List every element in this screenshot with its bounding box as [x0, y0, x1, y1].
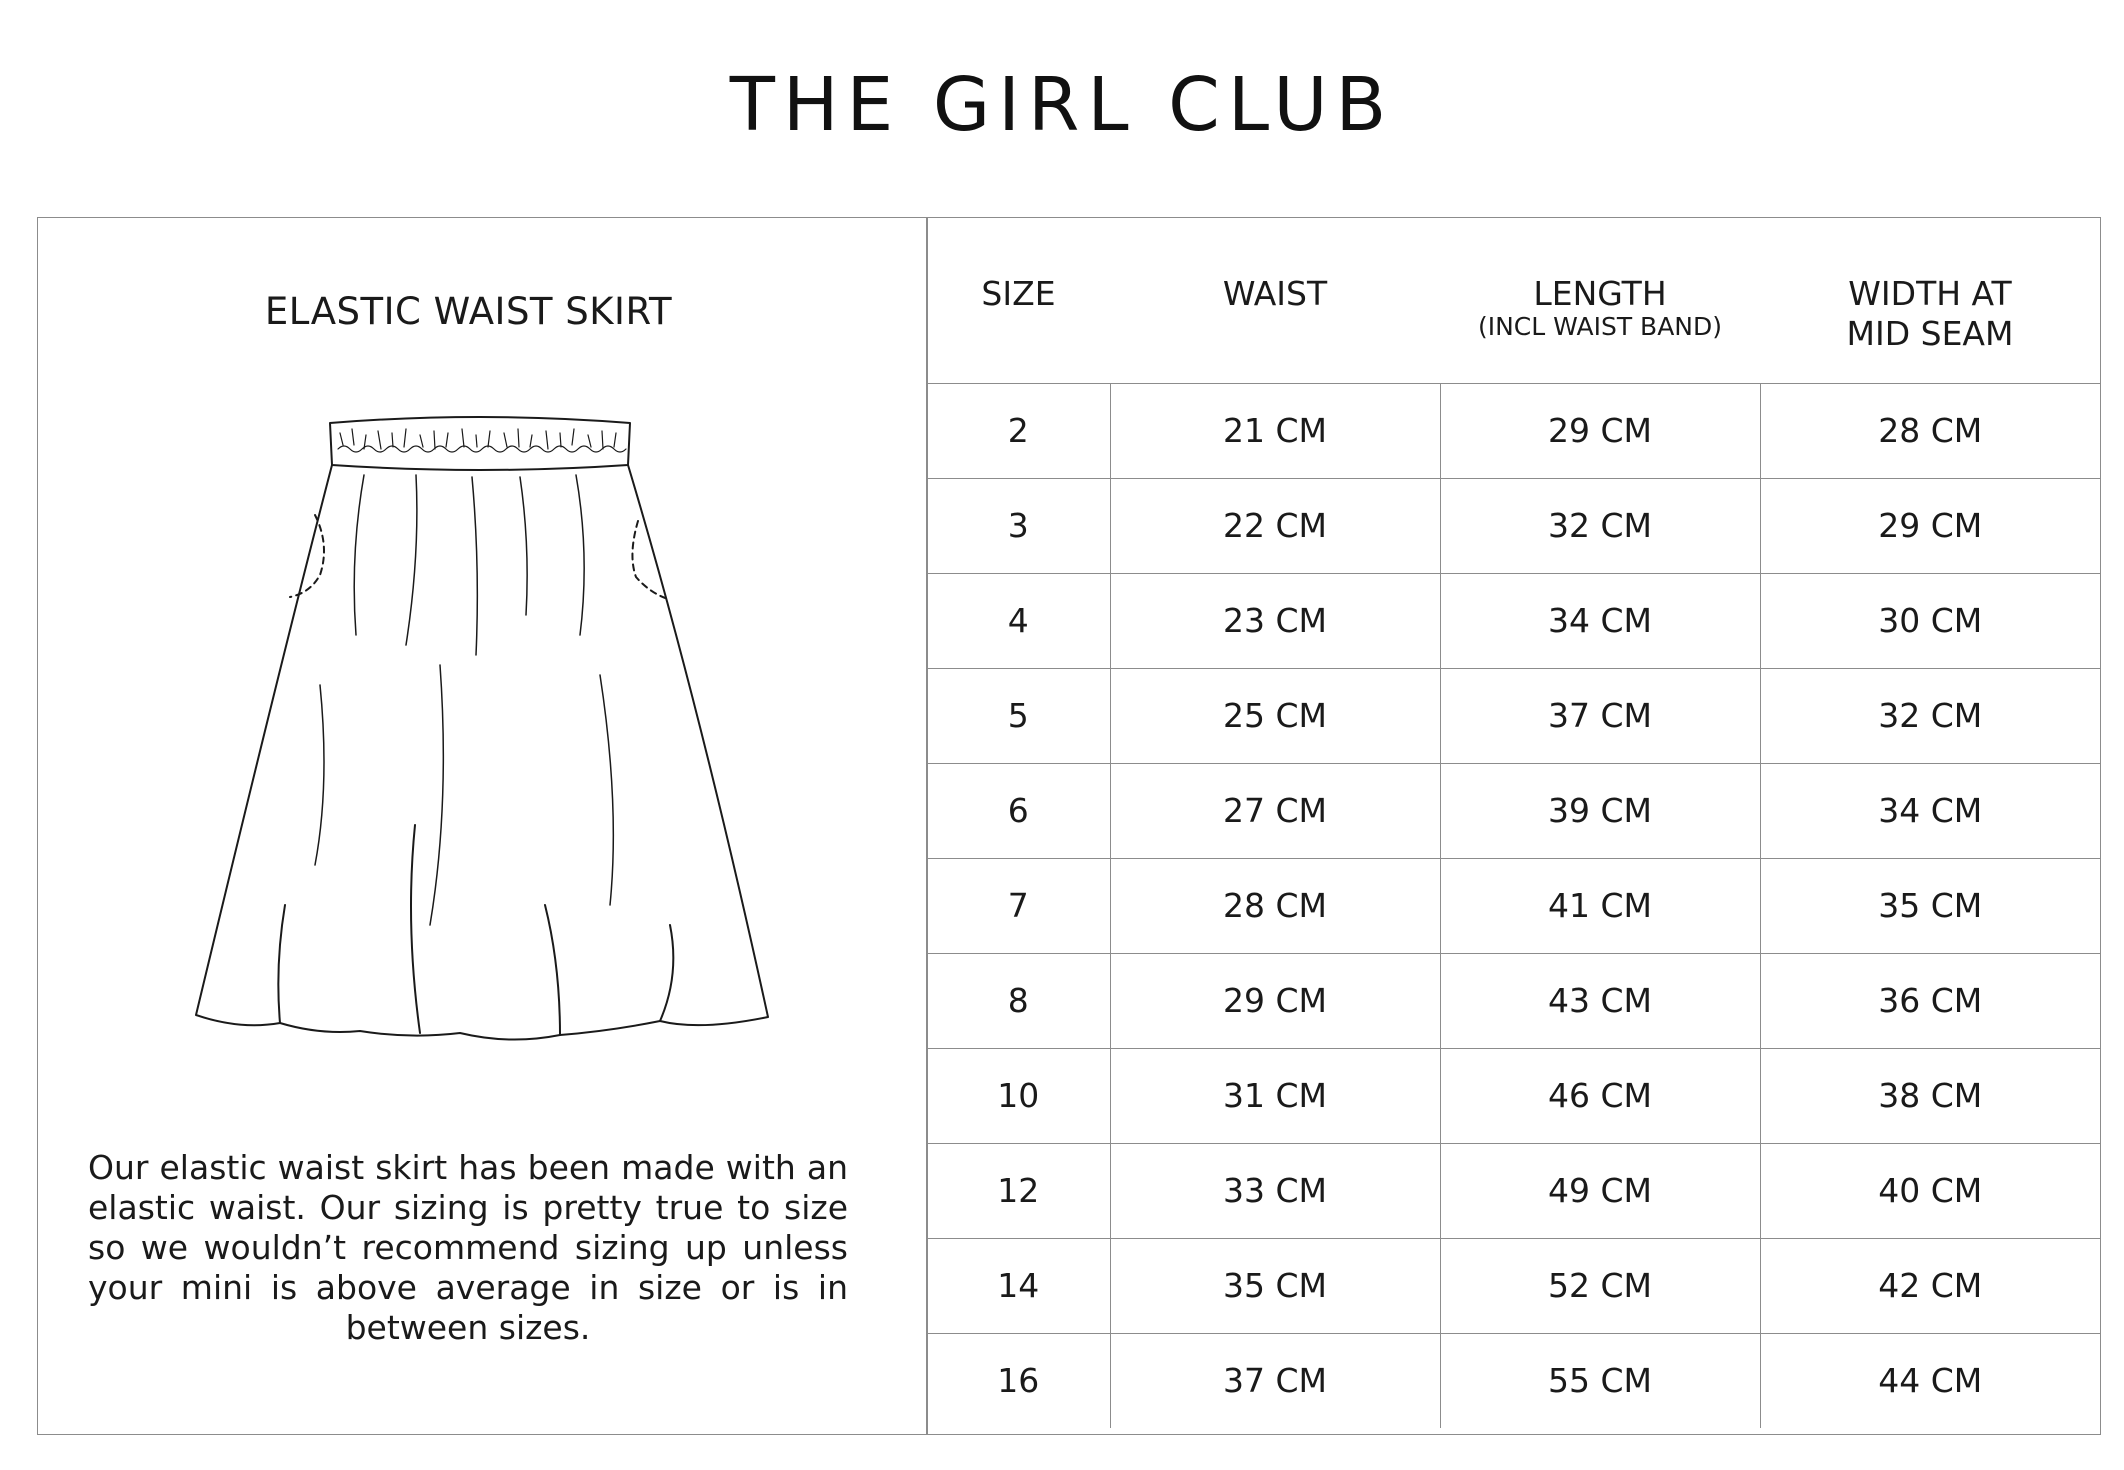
table-row	[927, 383, 2100, 478]
cell-size: 12	[927, 1143, 1110, 1238]
cell-waist: 35 CM	[1110, 1238, 1440, 1333]
cell-size: 8	[927, 953, 1110, 1048]
cell-size: 10	[927, 1048, 1110, 1143]
cell-size: 3	[927, 478, 1110, 573]
cell-width: 36 CM	[1760, 953, 2100, 1048]
waistband-gathers	[340, 429, 616, 449]
table-header-row	[927, 218, 2100, 383]
cell-length: 32 CM	[1440, 478, 1760, 573]
product-description: Our elastic waist skirt has been made with an elastic waist. Our sizing is pretty true to size so we wouldn’t recommend sizing up unless your mini is above average in size or is in between sizes.	[88, 1148, 848, 1347]
header-waist	[1110, 218, 1440, 383]
header-width-line1: WIDTH AT	[1848, 274, 2012, 313]
cell-waist: 31 CM	[1110, 1048, 1440, 1143]
cell-size: 6	[927, 763, 1110, 858]
table-row	[927, 1238, 2100, 1333]
product-title: ELASTIC WAIST SKIRT	[264, 290, 673, 333]
table-row	[927, 763, 2100, 858]
cell-length: 39 CM	[1440, 763, 1760, 858]
header-length-label: LENGTH	[1533, 274, 1667, 313]
cell-width: 44 CM	[1760, 1333, 2100, 1428]
cell-length: 37 CM	[1440, 668, 1760, 763]
cell-waist: 29 CM	[1110, 953, 1440, 1048]
cell-waist: 37 CM	[1110, 1333, 1440, 1428]
left-pocket	[290, 515, 324, 597]
cell-width: 42 CM	[1760, 1238, 2100, 1333]
cell-width: 40 CM	[1760, 1143, 2100, 1238]
cell-length: 29 CM	[1440, 383, 1760, 478]
cell-size: 2	[927, 383, 1110, 478]
cell-width: 30 CM	[1760, 573, 2100, 668]
cell-width: 29 CM	[1760, 478, 2100, 573]
size-chart-table	[927, 218, 2100, 1428]
cell-length: 55 CM	[1440, 1333, 1760, 1428]
cell-waist: 22 CM	[1110, 478, 1440, 573]
header-width-line2: MID SEAM	[1846, 314, 2014, 353]
cell-waist: 28 CM	[1110, 858, 1440, 953]
cell-size: 14	[927, 1238, 1110, 1333]
header-length	[1440, 218, 1760, 383]
cell-length: 49 CM	[1440, 1143, 1760, 1238]
table-row	[927, 668, 2100, 763]
header-length-sublabel: (INCL WAIST BAND)	[1477, 312, 1723, 341]
header-size	[927, 218, 1110, 383]
cell-size: 7	[927, 858, 1110, 953]
table-row	[927, 573, 2100, 668]
cell-length: 41 CM	[1440, 858, 1760, 953]
table-row	[927, 1143, 2100, 1238]
cell-width: 32 CM	[1760, 668, 2100, 763]
cell-length: 43 CM	[1440, 953, 1760, 1048]
cell-width: 35 CM	[1760, 858, 2100, 953]
table-row	[927, 478, 2100, 573]
header-waist-label: WAIST	[1222, 274, 1328, 313]
cell-size: 4	[927, 573, 1110, 668]
waistband-outline	[330, 417, 630, 470]
brand-name: THE GIRL CLUB	[729, 62, 1395, 148]
header-size-label: SIZE	[981, 274, 1056, 313]
cell-size: 5	[927, 668, 1110, 763]
skirt-illustration	[180, 405, 780, 1045]
cell-waist: 27 CM	[1110, 763, 1440, 858]
cell-waist: 21 CM	[1110, 383, 1440, 478]
cell-waist: 23 CM	[1110, 573, 1440, 668]
header-width	[1760, 218, 2100, 383]
cell-length: 46 CM	[1440, 1048, 1760, 1143]
cell-size: 16	[997, 1361, 1040, 1401]
skirt-outline	[196, 465, 768, 1040]
table-row	[927, 1048, 2100, 1143]
cell-length: 52 CM	[1440, 1238, 1760, 1333]
cell-waist: 33 CM	[1110, 1143, 1440, 1238]
cell-waist: 25 CM	[1110, 668, 1440, 763]
table-row	[927, 858, 2100, 953]
cell-length: 34 CM	[1440, 573, 1760, 668]
table-row	[927, 1333, 2100, 1428]
brand-logo	[0, 40, 2124, 170]
table-row	[927, 953, 2100, 1048]
cell-width: 34 CM	[1760, 763, 2100, 858]
cell-width: 28 CM	[1760, 383, 2100, 478]
cell-width: 38 CM	[1760, 1048, 2100, 1143]
